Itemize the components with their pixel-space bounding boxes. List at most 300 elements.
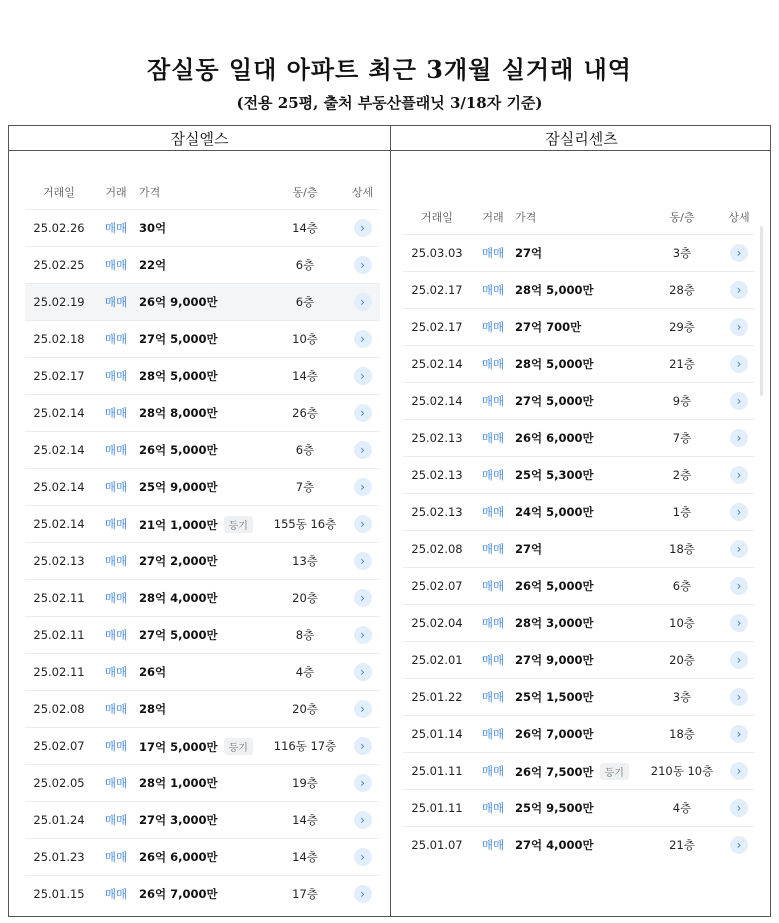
trade-price-cell bbox=[139, 553, 265, 569]
trade-type: 매매 bbox=[481, 468, 505, 482]
trade-price-cell bbox=[515, 615, 641, 631]
table-row[interactable] bbox=[403, 456, 755, 493]
trade-price-cell bbox=[139, 442, 265, 458]
chevron-right-icon[interactable]: › bbox=[730, 651, 748, 669]
trade-date: 25.02.26 bbox=[33, 221, 85, 235]
table-row[interactable] bbox=[25, 505, 380, 542]
trade-price: 25억 9,500만 bbox=[515, 801, 594, 815]
chevron-right-icon[interactable]: › bbox=[730, 281, 748, 299]
trade-type: 매매 bbox=[104, 554, 128, 568]
trade-floor: 14층 bbox=[292, 221, 318, 235]
trade-price: 27억 700만 bbox=[515, 320, 582, 334]
table-row[interactable] bbox=[25, 542, 380, 579]
page-subtitle: (전용 25평, 출처 부동산플래닛 3/18자 기준) bbox=[236, 94, 543, 112]
trade-date: 25.02.14 bbox=[411, 394, 463, 408]
trade-price: 21억 1,000만 bbox=[139, 517, 218, 532]
chevron-right-icon[interactable]: › bbox=[354, 589, 372, 607]
detail-cell bbox=[723, 577, 755, 595]
table-header bbox=[403, 200, 755, 234]
table-row[interactable] bbox=[403, 789, 755, 826]
detail-cell bbox=[345, 774, 380, 792]
detail-cell bbox=[345, 404, 380, 422]
trade-date: 25.02.14 bbox=[33, 517, 85, 531]
trade-floor: 10층 bbox=[669, 616, 695, 630]
table-row[interactable] bbox=[403, 826, 755, 863]
trade-price: 28억 5,000만 bbox=[139, 369, 218, 383]
table-row[interactable] bbox=[403, 308, 755, 345]
trade-type: 매매 bbox=[481, 357, 505, 371]
detail-cell bbox=[723, 614, 755, 632]
trade-type: 매매 bbox=[481, 394, 505, 408]
trade-price-cell bbox=[139, 294, 265, 310]
trade-type: 매매 bbox=[481, 653, 505, 667]
trade-price: 26억 5,000만 bbox=[515, 579, 594, 593]
trade-date: 25.02.11 bbox=[33, 628, 85, 642]
trade-floor: 10층 bbox=[292, 332, 318, 346]
trade-price-cell bbox=[139, 627, 265, 643]
chevron-right-icon[interactable]: › bbox=[730, 318, 748, 336]
table-header bbox=[25, 175, 380, 209]
trade-date: 25.02.19 bbox=[33, 295, 85, 309]
chevron-right-icon[interactable]: › bbox=[354, 293, 372, 311]
table-row[interactable] bbox=[403, 567, 755, 604]
trade-date: 25.02.14 bbox=[33, 406, 85, 420]
trade-price-cell bbox=[515, 467, 641, 483]
trade-price: 27억 5,000만 bbox=[139, 628, 218, 642]
trade-price: 22억 bbox=[139, 258, 167, 272]
table-row[interactable] bbox=[403, 382, 755, 419]
detail-cell bbox=[723, 281, 755, 299]
registered-badge: 등기 bbox=[224, 738, 253, 755]
chevron-right-icon[interactable]: › bbox=[354, 626, 372, 644]
trade-type: 매매 bbox=[104, 258, 128, 272]
trade-type: 매매 bbox=[104, 887, 128, 901]
detail-cell bbox=[723, 503, 755, 521]
chevron-right-icon[interactable]: › bbox=[730, 355, 748, 373]
trade-type: 매매 bbox=[481, 801, 505, 815]
trade-price: 27억 2,000만 bbox=[139, 554, 218, 568]
trade-price: 25억 9,000만 bbox=[139, 480, 218, 494]
detail-cell bbox=[345, 515, 380, 533]
header-detail: 상세 bbox=[351, 186, 374, 199]
chevron-right-icon[interactable]: › bbox=[354, 700, 372, 718]
trade-date: 25.02.25 bbox=[33, 258, 85, 272]
trade-floor: 20층 bbox=[292, 702, 318, 716]
chevron-right-icon[interactable]: › bbox=[354, 404, 372, 422]
trade-price: 28억 1,000만 bbox=[139, 776, 218, 790]
trade-price-cell bbox=[515, 578, 641, 594]
table-row[interactable] bbox=[403, 419, 755, 456]
trade-floor: 4층 bbox=[672, 801, 692, 815]
trade-floor: 1층 bbox=[672, 505, 692, 519]
trade-price: 27억 9,000만 bbox=[515, 653, 594, 667]
trade-type: 매매 bbox=[481, 727, 505, 741]
table-row[interactable] bbox=[25, 320, 380, 357]
trade-price-cell bbox=[515, 393, 641, 409]
trade-type: 매매 bbox=[481, 616, 505, 630]
trade-price: 28억 4,000만 bbox=[139, 591, 218, 605]
trade-type: 매매 bbox=[104, 813, 128, 827]
header-date: 거래일 bbox=[43, 186, 75, 199]
trade-date: 25.02.05 bbox=[33, 776, 85, 790]
trade-floor: 20층 bbox=[669, 653, 695, 667]
chevron-right-icon[interactable]: › bbox=[354, 478, 372, 496]
trade-floor: 14층 bbox=[292, 813, 318, 827]
chevron-right-icon[interactable]: › bbox=[730, 392, 748, 410]
trade-price-cell bbox=[515, 356, 641, 372]
detail-cell bbox=[345, 330, 380, 348]
chevron-right-icon[interactable]: › bbox=[730, 503, 748, 521]
trade-type: 매매 bbox=[104, 295, 128, 309]
table-row[interactable] bbox=[25, 246, 380, 283]
detail-cell bbox=[345, 589, 380, 607]
trade-price-cell bbox=[515, 282, 641, 298]
table-row[interactable] bbox=[25, 431, 380, 468]
detail-cell bbox=[345, 811, 380, 829]
chevron-right-icon[interactable]: › bbox=[354, 774, 372, 792]
trade-price: 26억 6,000만 bbox=[139, 850, 218, 864]
trade-date: 25.01.23 bbox=[33, 850, 85, 864]
trade-date: 25.02.18 bbox=[33, 332, 85, 346]
table-row[interactable] bbox=[25, 653, 380, 690]
trade-price: 28억 5,000만 bbox=[515, 283, 594, 297]
trade-price: 28억 8,000만 bbox=[139, 406, 218, 420]
detail-cell bbox=[345, 219, 380, 237]
table-row[interactable] bbox=[25, 616, 380, 653]
trade-price: 26억 bbox=[139, 665, 167, 679]
chevron-right-icon[interactable]: › bbox=[730, 688, 748, 706]
trade-type: 매매 bbox=[481, 764, 505, 778]
trade-price-cell bbox=[515, 652, 641, 668]
trade-floor: 210동 10층 bbox=[650, 764, 714, 778]
trade-floor: 6층 bbox=[295, 258, 315, 272]
trade-floor: 26층 bbox=[292, 406, 318, 420]
trade-floor: 28층 bbox=[669, 283, 695, 297]
chevron-right-icon[interactable]: › bbox=[354, 848, 372, 866]
chevron-right-icon[interactable]: › bbox=[354, 256, 372, 274]
trade-date: 25.02.13 bbox=[411, 468, 463, 482]
trade-date: 25.01.22 bbox=[411, 690, 463, 704]
chevron-right-icon[interactable]: › bbox=[354, 515, 372, 533]
trade-type: 매매 bbox=[104, 702, 128, 716]
trade-price: 24억 5,000만 bbox=[515, 505, 594, 519]
trade-floor: 3층 bbox=[672, 246, 692, 260]
trade-price-cell bbox=[139, 664, 265, 680]
header-detail: 상세 bbox=[728, 211, 750, 224]
trade-price-cell bbox=[139, 479, 265, 495]
detail-cell bbox=[723, 762, 755, 780]
trade-date: 25.02.08 bbox=[411, 542, 463, 556]
chevron-right-icon[interactable]: › bbox=[354, 885, 372, 903]
table-row[interactable] bbox=[25, 838, 380, 875]
table-row[interactable] bbox=[25, 764, 380, 801]
trade-date: 25.02.13 bbox=[411, 431, 463, 445]
detail-cell bbox=[723, 392, 755, 410]
trade-floor: 18층 bbox=[669, 542, 695, 556]
page-title: 잠실동 일대 아파트 최근 3개월 실거래 내역 bbox=[147, 55, 632, 84]
table-row[interactable] bbox=[25, 875, 380, 912]
detail-cell bbox=[723, 466, 755, 484]
trade-date: 25.01.15 bbox=[33, 887, 85, 901]
chevron-right-icon[interactable]: › bbox=[730, 799, 748, 817]
trade-price-cell bbox=[515, 504, 641, 520]
trade-type: 매매 bbox=[481, 246, 505, 260]
trade-date: 25.01.11 bbox=[411, 801, 463, 815]
trade-price-cell bbox=[139, 331, 265, 347]
trade-price: 27억 3,000만 bbox=[139, 813, 218, 827]
chevron-right-icon[interactable]: › bbox=[354, 367, 372, 385]
trade-floor: 13층 bbox=[292, 554, 318, 568]
table-row[interactable] bbox=[403, 234, 755, 271]
trade-price: 30억 bbox=[139, 221, 167, 235]
registered-badge: 등기 bbox=[224, 516, 253, 533]
chevron-right-icon[interactable]: › bbox=[354, 330, 372, 348]
header-price: 가격 bbox=[139, 186, 161, 199]
chevron-right-icon[interactable]: › bbox=[354, 441, 372, 459]
header-price: 가격 bbox=[515, 211, 537, 224]
chevron-right-icon[interactable]: › bbox=[730, 429, 748, 447]
trade-date: 25.01.14 bbox=[411, 727, 463, 741]
trade-type: 매매 bbox=[481, 542, 505, 556]
trade-price: 28억 5,000만 bbox=[515, 357, 594, 371]
trade-type: 매매 bbox=[104, 850, 128, 864]
trade-date: 25.02.14 bbox=[33, 480, 85, 494]
trade-type: 매매 bbox=[104, 221, 128, 235]
detail-cell bbox=[345, 626, 380, 644]
trade-price-cell bbox=[139, 405, 265, 421]
trade-price-cell bbox=[515, 800, 641, 816]
detail-cell bbox=[723, 318, 755, 336]
trade-date: 25.02.13 bbox=[33, 554, 85, 568]
trade-type: 매매 bbox=[481, 579, 505, 593]
table-row[interactable] bbox=[403, 604, 755, 641]
trade-floor: 4층 bbox=[295, 665, 315, 679]
trade-floor: 6층 bbox=[672, 579, 692, 593]
trade-type: 매매 bbox=[104, 443, 128, 457]
detail-cell bbox=[345, 478, 380, 496]
trade-price-cell bbox=[515, 319, 641, 335]
header-type: 거래 bbox=[105, 186, 127, 199]
trade-date: 25.02.13 bbox=[411, 505, 463, 519]
table-row[interactable] bbox=[403, 493, 755, 530]
trade-price: 27억 5,000만 bbox=[139, 332, 218, 346]
trade-price-cell bbox=[515, 245, 641, 261]
header-date: 거래일 bbox=[421, 211, 453, 224]
trade-price: 26억 5,000만 bbox=[139, 443, 218, 457]
trade-price-cell bbox=[139, 812, 265, 828]
trade-floor: 20층 bbox=[292, 591, 318, 605]
detail-cell bbox=[345, 663, 380, 681]
registered-badge: 등기 bbox=[600, 763, 629, 780]
trade-price-cell bbox=[139, 775, 265, 791]
trade-floor: 7층 bbox=[672, 431, 692, 445]
trade-date: 25.02.01 bbox=[411, 653, 463, 667]
table-row[interactable] bbox=[403, 641, 755, 678]
chevron-right-icon[interactable]: › bbox=[354, 219, 372, 237]
chevron-right-icon[interactable]: › bbox=[730, 577, 748, 595]
trade-floor: 9층 bbox=[672, 394, 692, 408]
table-row[interactable] bbox=[403, 752, 755, 789]
header-floor: 동/층 bbox=[292, 186, 318, 199]
chevron-right-icon[interactable]: › bbox=[730, 466, 748, 484]
table-row[interactable] bbox=[25, 357, 380, 394]
trade-date: 25.02.14 bbox=[411, 357, 463, 371]
trade-floor: 6층 bbox=[295, 295, 315, 309]
detail-cell bbox=[345, 700, 380, 718]
trade-floor: 14층 bbox=[292, 369, 318, 383]
table-row[interactable] bbox=[25, 801, 380, 838]
trade-price: 26억 7,000만 bbox=[515, 727, 594, 741]
detail-cell bbox=[723, 355, 755, 373]
detail-cell bbox=[345, 552, 380, 570]
trade-price-cell bbox=[515, 763, 641, 780]
table-row[interactable] bbox=[25, 690, 380, 727]
chevron-right-icon[interactable]: › bbox=[730, 614, 748, 632]
trade-floor: 6층 bbox=[295, 443, 315, 457]
chevron-right-icon[interactable]: › bbox=[730, 540, 748, 558]
trade-price-cell bbox=[139, 590, 265, 606]
trade-date: 25.01.07 bbox=[411, 838, 463, 852]
trade-date: 25.02.17 bbox=[411, 320, 463, 334]
trade-price: 26억 6,000만 bbox=[515, 431, 594, 445]
table-row[interactable] bbox=[25, 394, 380, 431]
trade-date: 25.03.03 bbox=[411, 246, 463, 260]
detail-cell bbox=[345, 367, 380, 385]
trade-date: 25.02.04 bbox=[411, 616, 463, 630]
trade-price: 27억 4,000만 bbox=[515, 838, 594, 852]
trade-type: 매매 bbox=[104, 406, 128, 420]
trade-price-cell bbox=[139, 738, 265, 755]
left-column-title: 잠실엘스 bbox=[170, 130, 229, 148]
trade-floor: 21층 bbox=[669, 357, 695, 371]
chevron-right-icon[interactable]: › bbox=[354, 663, 372, 681]
chevron-right-icon[interactable]: › bbox=[730, 725, 748, 743]
detail-cell bbox=[345, 293, 380, 311]
trade-type: 매매 bbox=[104, 332, 128, 346]
trade-price-cell bbox=[515, 726, 641, 742]
trade-type: 매매 bbox=[481, 320, 505, 334]
trade-type: 매매 bbox=[104, 480, 128, 494]
trade-floor: 155동 16층 bbox=[273, 517, 337, 531]
chevron-right-icon[interactable]: › bbox=[354, 552, 372, 570]
trade-floor: 17층 bbox=[292, 887, 318, 901]
trade-floor: 29층 bbox=[669, 320, 695, 334]
detail-cell bbox=[723, 651, 755, 669]
trade-date: 25.02.11 bbox=[33, 591, 85, 605]
detail-cell bbox=[723, 799, 755, 817]
trade-price-cell bbox=[139, 257, 265, 273]
detail-cell bbox=[345, 737, 380, 755]
trade-price: 25억 1,500만 bbox=[515, 690, 594, 704]
trade-price-cell bbox=[139, 701, 265, 717]
trade-date: 25.02.11 bbox=[33, 665, 85, 679]
trade-date: 25.02.17 bbox=[411, 283, 463, 297]
comparison-table-frame bbox=[8, 125, 771, 917]
scrollbar[interactable] bbox=[760, 226, 763, 396]
trade-price: 26억 9,000만 bbox=[139, 295, 218, 309]
trade-type: 매매 bbox=[481, 838, 505, 852]
detail-cell bbox=[345, 256, 380, 274]
trade-date: 25.01.24 bbox=[33, 813, 85, 827]
detail-cell bbox=[723, 429, 755, 447]
trade-floor: 2층 bbox=[672, 468, 692, 482]
trade-price-cell bbox=[515, 837, 641, 853]
chevron-right-icon[interactable]: › bbox=[354, 737, 372, 755]
trade-date: 25.02.14 bbox=[33, 443, 85, 457]
table-row[interactable] bbox=[25, 283, 380, 320]
detail-cell bbox=[723, 244, 755, 262]
trade-type: 매매 bbox=[104, 739, 128, 753]
trade-floor: 8층 bbox=[295, 628, 315, 642]
chevron-right-icon[interactable]: › bbox=[730, 762, 748, 780]
trade-price-cell bbox=[515, 541, 641, 557]
table-row[interactable] bbox=[403, 345, 755, 382]
trade-price-cell bbox=[139, 220, 265, 236]
table-row[interactable] bbox=[25, 727, 380, 764]
trade-price: 26억 7,500만 bbox=[515, 764, 594, 779]
table-row[interactable] bbox=[403, 271, 755, 308]
trade-date: 25.01.11 bbox=[411, 764, 463, 778]
chevron-right-icon[interactable]: › bbox=[730, 244, 748, 262]
header-type: 거래 bbox=[482, 211, 504, 224]
column-divider bbox=[390, 126, 391, 916]
table-row[interactable] bbox=[403, 678, 755, 715]
trade-price-cell bbox=[515, 689, 641, 705]
detail-cell bbox=[345, 885, 380, 903]
trade-price: 17억 5,000만 bbox=[139, 739, 218, 754]
trade-price-cell bbox=[515, 430, 641, 446]
trade-type: 매매 bbox=[481, 283, 505, 297]
detail-cell bbox=[723, 688, 755, 706]
right-transactions-list bbox=[403, 200, 755, 863]
trade-price-cell bbox=[139, 368, 265, 384]
chevron-right-icon[interactable]: › bbox=[354, 811, 372, 829]
table-row[interactable] bbox=[25, 209, 380, 246]
table-row[interactable] bbox=[25, 579, 380, 616]
chevron-right-icon[interactable]: › bbox=[730, 836, 748, 854]
detail-cell bbox=[723, 725, 755, 743]
table-row[interactable] bbox=[25, 468, 380, 505]
trade-type: 매매 bbox=[104, 369, 128, 383]
trade-type: 매매 bbox=[104, 591, 128, 605]
trade-price: 27억 5,000만 bbox=[515, 394, 594, 408]
trade-type: 매매 bbox=[481, 690, 505, 704]
trade-type: 매매 bbox=[104, 665, 128, 679]
detail-cell bbox=[723, 540, 755, 558]
trade-date: 25.02.07 bbox=[411, 579, 463, 593]
right-column-title: 잠실리센츠 bbox=[545, 130, 618, 148]
trade-price: 28억 bbox=[139, 702, 167, 716]
table-row[interactable] bbox=[403, 530, 755, 567]
trade-price-cell bbox=[139, 886, 265, 902]
trade-type: 매매 bbox=[481, 431, 505, 445]
left-transactions-list bbox=[25, 175, 380, 912]
trade-type: 매매 bbox=[104, 517, 128, 531]
trade-floor: 7층 bbox=[295, 480, 315, 494]
trade-type: 매매 bbox=[104, 628, 128, 642]
trade-floor: 21층 bbox=[669, 838, 695, 852]
trade-floor: 18층 bbox=[669, 727, 695, 741]
trade-type: 매매 bbox=[481, 505, 505, 519]
trade-price: 27억 bbox=[515, 246, 543, 260]
table-row[interactable] bbox=[403, 715, 755, 752]
trade-price-cell bbox=[139, 516, 265, 533]
trade-price: 25억 5,300만 bbox=[515, 468, 594, 482]
trade-floor: 14층 bbox=[292, 850, 318, 864]
trade-date: 25.02.07 bbox=[33, 739, 85, 753]
header-floor: 동/층 bbox=[669, 211, 695, 224]
trade-type: 매매 bbox=[104, 776, 128, 790]
